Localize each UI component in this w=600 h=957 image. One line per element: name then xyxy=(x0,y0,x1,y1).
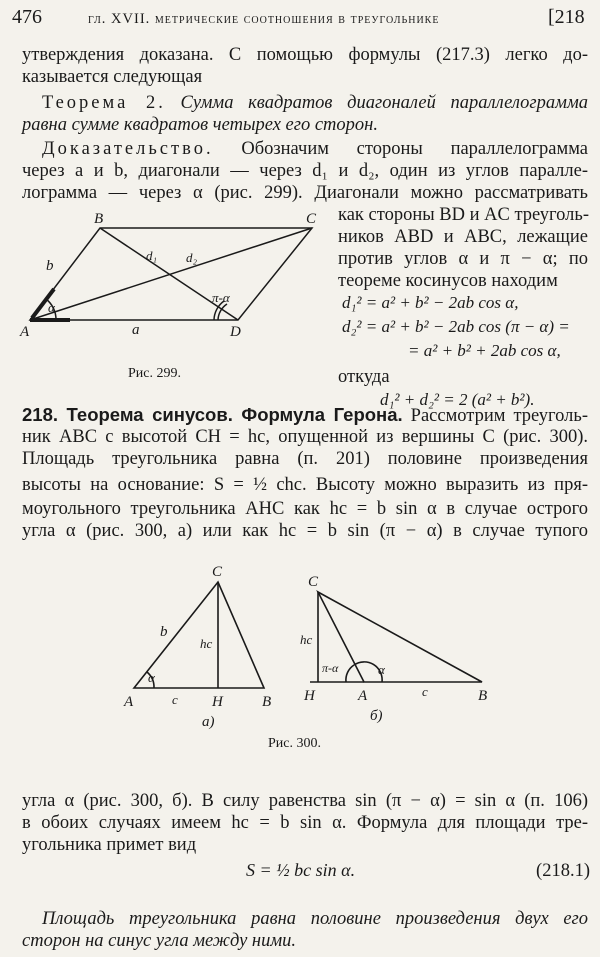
label-d1: d₁ xyxy=(146,248,158,263)
label-hc: hc xyxy=(300,632,313,647)
text-line: против углов α и π − α; по xyxy=(338,249,588,269)
label-d2: d₂ xyxy=(186,250,198,265)
figure-300-caption: Рис. 300. xyxy=(268,736,321,751)
section-218-heading: 218. Теорема синусов. Формула Герона. xyxy=(22,404,403,425)
theorem-2-line-2: равна сумме квадратов четырех его сторон. xyxy=(22,115,378,135)
label-C: C xyxy=(308,574,319,590)
section-218-line-1 xyxy=(22,404,588,427)
proof-heading: Доказательство. xyxy=(42,139,214,159)
label-C: C xyxy=(306,211,317,227)
label-hc: hc xyxy=(200,636,213,651)
label-A: A xyxy=(20,324,30,340)
text-line: Площадь треугольника равна (п. 201) половине произведения xyxy=(22,449,588,469)
label-H: H xyxy=(304,688,315,704)
label-b: b xyxy=(160,624,168,640)
label-a: a xyxy=(132,322,140,338)
triangle-abc xyxy=(318,592,482,682)
figure-299-caption: Рис. 299. xyxy=(128,366,181,381)
label-alpha: α xyxy=(378,662,385,677)
label-B: B xyxy=(478,688,488,704)
section-marker: [218 xyxy=(548,6,585,28)
proof-line-1 xyxy=(42,138,588,160)
angle-pi-alpha-arc xyxy=(346,665,354,682)
text-line: угольника примет вид xyxy=(22,835,197,855)
label-alpha: α xyxy=(48,300,55,315)
label-A: A xyxy=(124,694,134,710)
text-line: откуда xyxy=(338,367,390,387)
text-line: как стороны BD и AC треуголь- xyxy=(338,205,589,225)
text-line: в обоих случаях имеем hc = b sin α. Формула для площади тре- xyxy=(22,813,588,833)
page-number: 476 xyxy=(12,6,42,28)
equation-d2-cont: = a² + b² + 2ab cos α, xyxy=(408,341,561,360)
label-a: a) xyxy=(202,714,215,730)
figure-300a-acute-triangle xyxy=(120,560,290,730)
statement-line-1: Площадь треугольника равна половине произведения двух его xyxy=(42,909,588,929)
text-line: казывается следующая xyxy=(22,67,203,87)
label-b-sub: б) xyxy=(370,708,383,724)
figure-299-parallelogram xyxy=(18,204,336,354)
text-line: лограмма — через α (рис. 299). Диагонали можно рассматривать xyxy=(22,183,588,203)
text-line: ник ABC с высотой CH = hc, опущенной из вершины C (рис. 300). xyxy=(22,427,588,447)
theorem-2-line-1 xyxy=(42,92,588,114)
label-pi-alpha: π-α xyxy=(322,661,339,675)
theorem-2-heading: Теорема 2. xyxy=(42,93,166,113)
proof-text: Обозначим стороны параллелограмма xyxy=(241,139,589,159)
text-line: моугольного треугольника AHC как hc = b sin α в случае острого xyxy=(22,499,588,519)
equation-d2: d₂² = a² + b² − 2ab cos (π − α) = xyxy=(342,317,570,336)
label-c: c xyxy=(422,684,428,699)
section-218-text: Рассмотрим треуголь- xyxy=(410,406,589,426)
chapter-title: гл. XVII. метрические соотношения в треугольнике xyxy=(88,11,440,27)
text-line: через a и b, диагонали — через d₁ и d₂, один из углов паралле- xyxy=(22,161,588,181)
equation-d1: d₁² = a² + b² − 2ab cos α, xyxy=(342,293,519,312)
label-b: b xyxy=(46,258,54,274)
label-pi-alpha: π-α xyxy=(212,290,230,305)
text-line: теореме косинусов находим xyxy=(338,271,558,291)
text-line: ников ABD и ABC, лежащие xyxy=(338,227,588,247)
figure-300b-obtuse-triangle xyxy=(296,568,496,730)
label-B: B xyxy=(262,694,272,710)
text-line: высоты на основание: S = ½ chc. Высоту можно выразить из пря- xyxy=(22,475,588,495)
area-formula: S = ½ bc sin α. xyxy=(246,860,356,880)
equation-sum: d₁² + d₂² = 2 (a² + b²). xyxy=(380,390,535,409)
label-alpha: α xyxy=(148,670,155,685)
text-line: угла α (рис. 300, a) или как hc = b sin (π − α) в случае тупого xyxy=(22,521,588,541)
label-D: D xyxy=(230,324,241,340)
label-A: A xyxy=(358,688,368,704)
statement-line-2: сторон на синус угла между ними. xyxy=(22,931,297,951)
label-H: H xyxy=(212,694,223,710)
formula-number: (218.1) xyxy=(536,861,590,881)
text-line: угла α (рис. 300, б). В силу равенства sin (π − α) = sin α (п. 106) xyxy=(22,791,588,811)
label-B: B xyxy=(94,211,104,227)
label-C: C xyxy=(212,564,223,580)
label-c: c xyxy=(172,692,178,707)
diagonal-ac xyxy=(30,228,312,320)
theorem-2-text: Сумма квадратов диагоналей параллелограмма xyxy=(180,93,588,113)
text-line: утверждения доказана. С помощью формулы (217.3) легко до- xyxy=(22,45,588,65)
